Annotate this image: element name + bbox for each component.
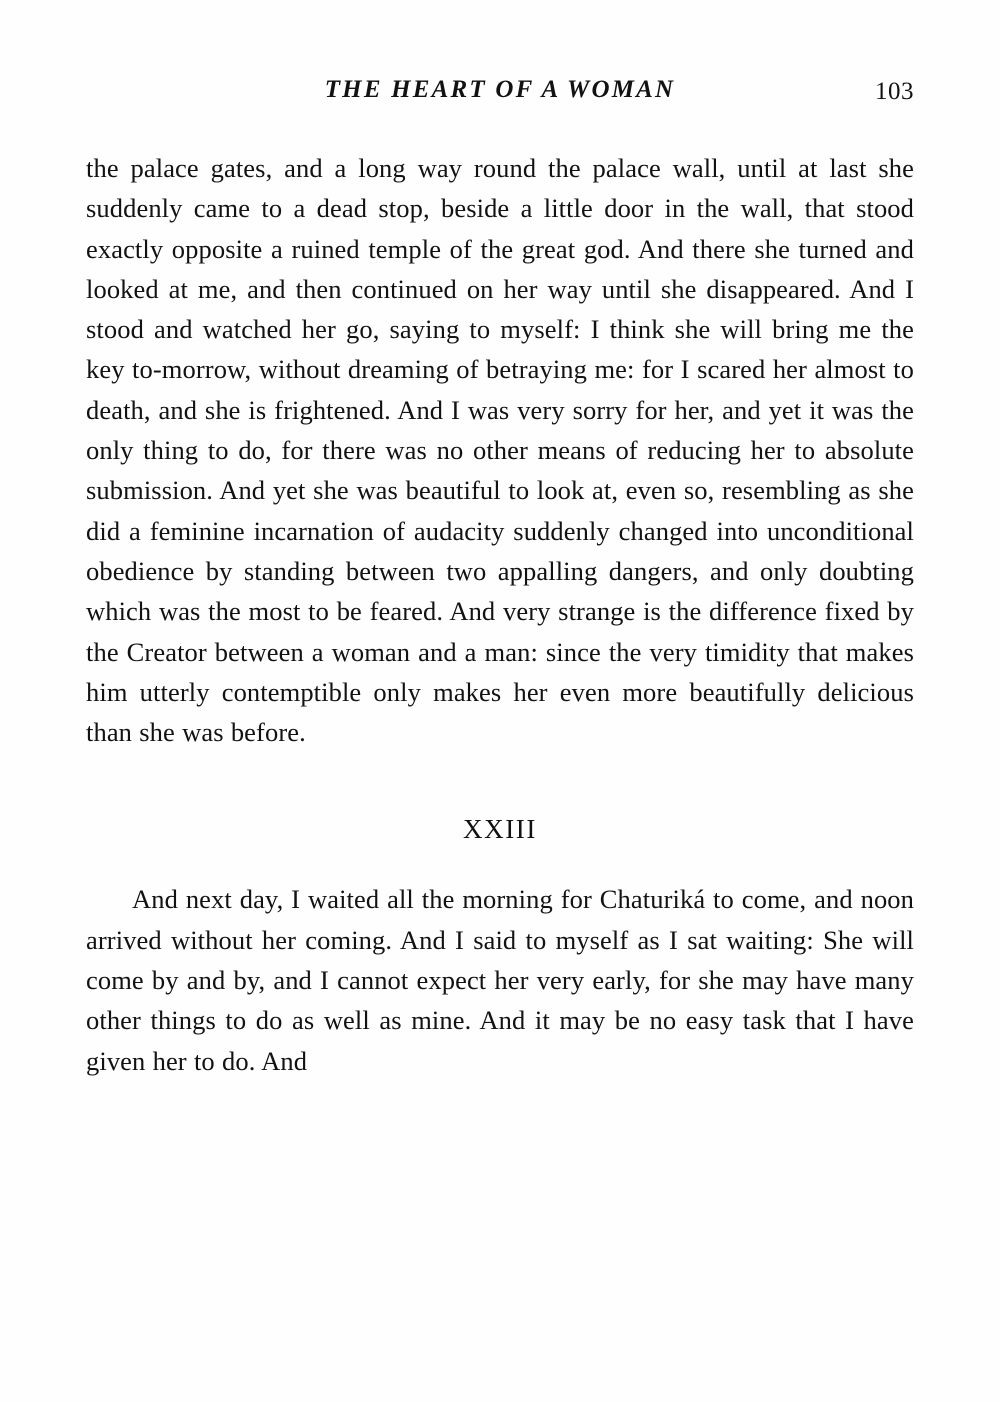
running-head-title: THE HEART OF A WOMAN xyxy=(324,76,676,103)
paragraph-continued: the palace gates, and a long way round the palace wall, until at last she suddenly came to a dead stop, beside a little door in the wall, that stood exactly opposite a ruined temple of the great god. And there she turned and looked at me, and then continued on her way until she disappeared. And I stood and watched her go, saying to myself: I think she will bring me the key to-morrow, without dreaming of betraying me: for I scared her almost to death, and she is frightened. And I was very sorry for her, and yet it was the only thing to do, for there was no other means of reducing her to absolute submission. And yet she was beautiful to look at, even so, resembling as she did a feminine incarnation of audacity suddenly changed into unconditional obedience by standing between two appalling dangers, and only doubting which was the most to be feared. And very strange is the difference fixed by the Creator between a woman and a man: since the very timidity that makes him utterly contemptible only makes her even more beautifully delicious than she was before. xyxy=(86,153,914,748)
running-head xyxy=(88,76,912,104)
text-block xyxy=(86,148,914,1081)
page-number: 103 xyxy=(875,78,914,105)
chapter-number: XXIII xyxy=(463,814,537,845)
paragraph-chapter-opening: And next day, I waited all the morning for Chaturiká to come, and noon arrived without her coming. And I said to myself as I sat waiting: She will come by and by, and I cannot expect her very early, for she may have many other things to do as well as mine. And it may be no easy task that I have given her to do. And xyxy=(86,884,914,1076)
